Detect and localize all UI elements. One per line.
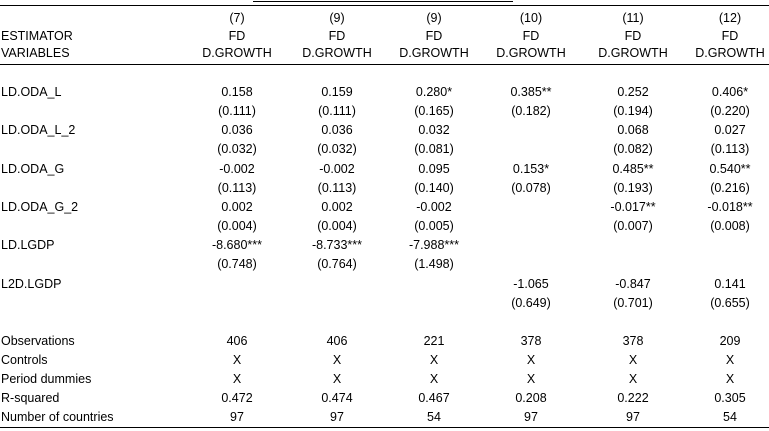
coef-cell: 0.153* (512, 162, 550, 176)
stat-row-controls (0, 351, 769, 370)
se-cell: (0.078) (511, 181, 551, 195)
header-cell: D.GROWTH (598, 46, 668, 60)
coef-cell: 0.002 (321, 200, 353, 214)
se-cell: (0.004) (217, 219, 257, 233)
coef-row (0, 160, 769, 179)
stat-cell: 0.208 (515, 391, 547, 405)
stat-cell: X (429, 353, 439, 367)
stat-cell: 0.305 (714, 391, 746, 405)
se-cell: (0.008) (710, 219, 750, 233)
coef-cell: 0.252 (617, 85, 649, 99)
se-cell: (0.140) (414, 181, 454, 195)
se-cell: (0.220) (710, 104, 750, 118)
se-row (0, 102, 769, 121)
se-cell: (0.216) (710, 181, 750, 195)
se-cell: (0.032) (317, 142, 357, 156)
coef-cell: 0.036 (221, 123, 253, 137)
stat-cell: 406 (326, 334, 348, 348)
row-label: LD.ODA_L_2 (1, 123, 76, 137)
row-label: Observations (1, 334, 75, 348)
coef-row (0, 121, 769, 140)
se-row (0, 140, 769, 159)
se-cell: (0.007) (613, 219, 653, 233)
header-cell: FD (624, 29, 642, 43)
stat-cell: 0.467 (418, 391, 450, 405)
coef-cell: 0.095 (418, 162, 450, 176)
se-cell: (0.111) (318, 104, 356, 118)
se-cell: (0.193) (613, 181, 653, 195)
coef-cell: 0.280* (415, 85, 453, 99)
se-cell: (0.655) (710, 296, 750, 310)
header-cell: D.GROWTH (399, 46, 469, 60)
coef-row (0, 275, 769, 294)
stat-cell: 54 (427, 410, 441, 424)
coef-row (0, 236, 769, 255)
coef-cell: 0.158 (221, 85, 253, 99)
se-row (0, 179, 769, 198)
row-label: LD.LGDP (1, 238, 55, 252)
stat-cell: 209 (719, 334, 741, 348)
coef-cell: -0.002 (219, 162, 255, 176)
coef-cell: 0.068 (617, 123, 649, 137)
coef-cell: 0.036 (321, 123, 353, 137)
coef-row (0, 83, 769, 102)
stat-row-period-dummies (0, 370, 769, 389)
se-cell: (0.082) (613, 142, 653, 156)
se-cell: (0.081) (414, 142, 454, 156)
row-label: LD.ODA_G_2 (1, 200, 79, 214)
coef-cell: 0.385** (510, 85, 552, 99)
stat-cell: 0.472 (221, 391, 253, 405)
header-cell: (11) (622, 11, 644, 25)
coef-cell: 0.540** (709, 162, 751, 176)
stat-cell: X (628, 372, 638, 386)
se-row (0, 294, 769, 313)
stat-cell: 97 (626, 410, 640, 424)
coef-cell: -8.680*** (211, 238, 263, 252)
coef-cell: -0.002 (416, 200, 452, 214)
header-cell: FD (721, 29, 739, 43)
header-cell: (9) (329, 11, 345, 25)
coef-cell: -1.065 (513, 277, 549, 291)
stat-row-r-squared (0, 389, 769, 408)
coef-cell: -0.018** (707, 200, 753, 214)
header-cell: FD (522, 29, 540, 43)
stat-cell: 221 (423, 334, 445, 348)
se-cell: (0.649) (511, 296, 551, 310)
coef-cell: -0.847 (615, 277, 651, 291)
stat-cell: 406 (226, 334, 248, 348)
header-cell: (10) (519, 11, 543, 25)
row-label: LD.ODA_G (1, 162, 65, 176)
header-cell: D.GROWTH (695, 46, 765, 60)
header-cell: D.GROWTH (302, 46, 372, 60)
stat-row-observations (0, 332, 769, 351)
se-cell: (0.004) (317, 219, 357, 233)
se-cell: (0.764) (317, 257, 357, 271)
coef-cell: -8.733*** (311, 238, 363, 252)
stat-cell: X (429, 372, 439, 386)
se-cell: (0.113) (317, 181, 357, 195)
coef-cell: -0.017** (610, 200, 656, 214)
coef-cell: 0.002 (221, 200, 253, 214)
se-cell: (0.748) (217, 257, 257, 271)
coef-row (0, 198, 769, 217)
stat-cell: 97 (524, 410, 538, 424)
header-row-model-numbers (0, 9, 769, 28)
row-label: R-squared (1, 391, 60, 405)
se-cell: (0.165) (414, 104, 454, 118)
se-row (0, 217, 769, 236)
header-cell: (12) (718, 11, 742, 25)
row-label: ESTIMATOR (1, 29, 73, 43)
header-row-variables (0, 44, 769, 63)
row-label: VARIABLES (1, 46, 70, 60)
se-cell: (0.111) (218, 104, 256, 118)
stat-cell: 378 (520, 334, 542, 348)
header-cell: D.GROWTH (496, 46, 566, 60)
coef-cell: 0.027 (714, 123, 746, 137)
stat-cell: 378 (622, 334, 644, 348)
row-label: Number of countries (1, 410, 114, 424)
se-cell: (0.194) (613, 104, 653, 118)
coef-cell: -7.988*** (408, 238, 460, 252)
top-short-rule (253, 1, 513, 2)
header-cell: (9) (426, 11, 442, 25)
bottom-rule (0, 427, 769, 428)
se-cell: (0.032) (217, 142, 257, 156)
se-row (0, 255, 769, 274)
coef-cell: 0.406* (711, 85, 749, 99)
row-label: L2D.LGDP (1, 277, 62, 291)
coef-cell: -0.002 (319, 162, 355, 176)
row-label: Period dummies (1, 372, 92, 386)
stat-cell: X (332, 353, 342, 367)
header-cell: FD (328, 29, 346, 43)
header-cell: (7) (229, 11, 245, 25)
header-cell: FD (425, 29, 443, 43)
stat-cell: X (232, 372, 242, 386)
coef-cell: 0.141 (714, 277, 746, 291)
stat-cell: X (725, 353, 735, 367)
stat-cell: 97 (230, 410, 244, 424)
se-cell: (0.113) (710, 142, 750, 156)
top-rule (0, 5, 769, 6)
se-cell: (0.182) (511, 104, 551, 118)
header-rule (0, 64, 769, 65)
header-cell: FD (228, 29, 246, 43)
stat-cell: X (526, 372, 536, 386)
stat-row-number-of-countries (0, 408, 769, 427)
coef-cell: 0.159 (321, 85, 353, 99)
row-label: Controls (1, 353, 48, 367)
header-cell: D.GROWTH (202, 46, 272, 60)
stat-cell: X (332, 372, 342, 386)
stat-cell: X (526, 353, 536, 367)
stat-cell: X (725, 372, 735, 386)
coef-cell: 0.485** (612, 162, 654, 176)
coef-cell: 0.032 (418, 123, 450, 137)
stat-cell: 97 (330, 410, 344, 424)
se-cell: (0.113) (217, 181, 257, 195)
stat-cell: X (232, 353, 242, 367)
se-cell: (1.498) (414, 257, 454, 271)
stat-cell: 0.474 (321, 391, 353, 405)
stat-cell: X (628, 353, 638, 367)
se-cell: (0.701) (613, 296, 653, 310)
row-label: LD.ODA_L (1, 85, 62, 99)
stat-cell: 54 (723, 410, 737, 424)
stat-cell: 0.222 (617, 391, 649, 405)
se-cell: (0.005) (414, 219, 454, 233)
